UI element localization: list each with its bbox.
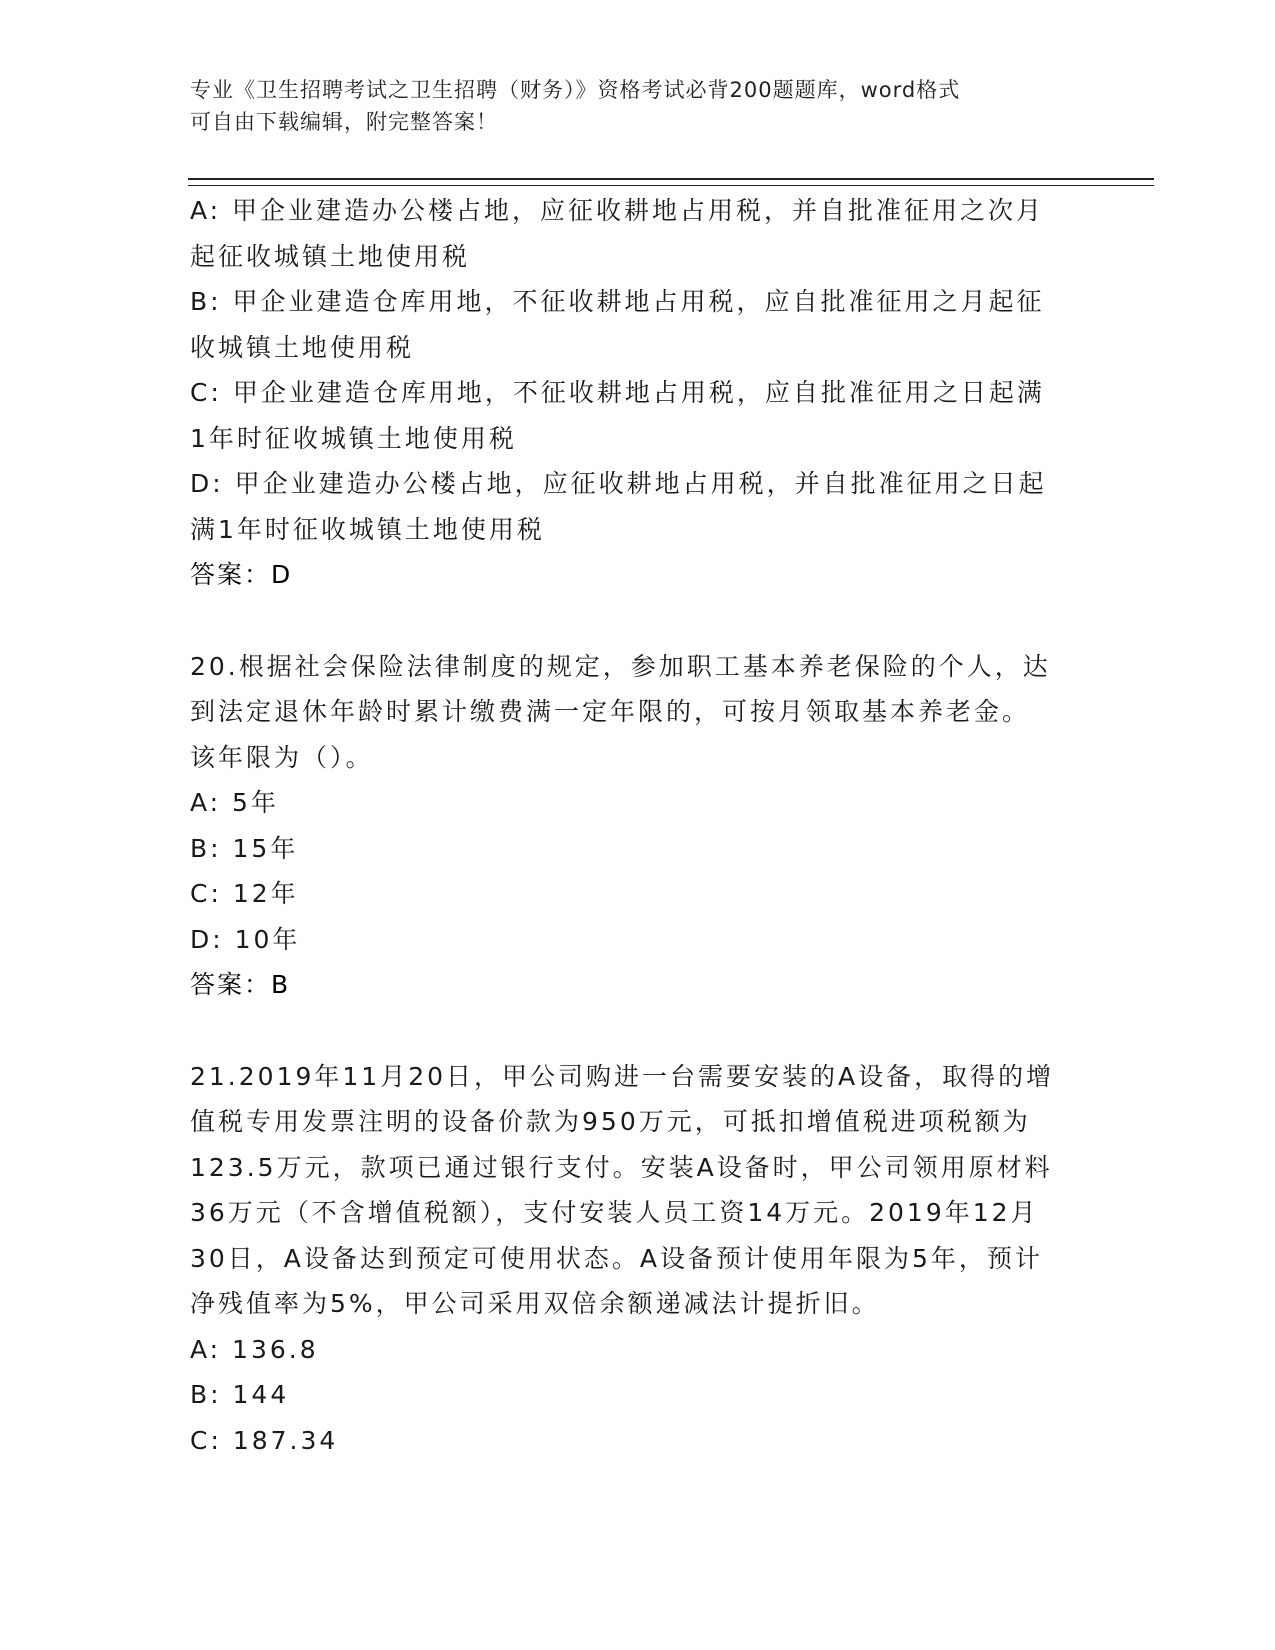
header-divider — [188, 178, 1154, 186]
question-spacer — [190, 598, 1090, 644]
option-line: C: 甲企业建造仓库用地，不征收耕地占用税，应自批准征用之日起满 — [190, 378, 1045, 407]
question-stem-line: 净残值率为5%，甲公司采用双倍余额递减法计提折旧。 — [190, 1289, 880, 1318]
question-stem-line: 值税专用发票注明的设备价款为950万元，可抵扣增值税进项税额为 — [190, 1107, 1031, 1136]
option-line: A: 甲企业建造办公楼占地，应征收耕地占用税，并自批准征用之次月 — [190, 196, 1045, 225]
option-line: 1年时征收城镇土地使用税 — [190, 423, 517, 453]
option-line: B: 甲企业建造仓库用地，不征收耕地占用税，应自批准征用之月起征 — [190, 287, 1045, 316]
option-a: A: 5年 — [190, 788, 279, 817]
question-stem-line: 到法定退休年龄时累计缴费满一定年限的，可按月领取基本养老金。 — [190, 697, 1031, 726]
document-header — [190, 74, 1090, 138]
question-19 — [190, 188, 1090, 598]
question-stem-line: 20.根据社会保险法律制度的规定，参加职工基本养老保险的个人，达 — [190, 651, 1051, 681]
option-c: C: 12年 — [190, 879, 299, 908]
question-content — [190, 188, 1090, 1463]
header-title-line-2: 可自由下载编辑，附完整答案！ — [190, 110, 498, 134]
header-title-line-1: 专业《卫生招聘考试之卫生招聘（财务）》资格考试必背200题题库，word格式 — [190, 78, 961, 102]
question-stem-line: 该年限为（）。 — [190, 742, 374, 772]
answer-line: 答案：D — [190, 560, 293, 589]
question-21 — [190, 1054, 1090, 1464]
answer-line: 答案：B — [190, 970, 291, 999]
option-line: 满1年时征收城镇土地使用税 — [190, 514, 545, 544]
option-d: D: 10年 — [190, 924, 301, 954]
question-stem-line: 36万元（不含增值税额），支付安装人员工资14万元。2019年12月 — [190, 1198, 1039, 1227]
option-line: 收城镇土地使用税 — [190, 332, 415, 362]
option-c: C: 187.34 — [190, 1425, 339, 1455]
question-spacer — [190, 1008, 1090, 1054]
question-20 — [190, 644, 1090, 1008]
option-line: 起征收城镇土地使用税 — [190, 241, 471, 271]
option-line: D: 甲企业建造办公楼占地，应征收耕地占用税，并自批准征用之日起 — [190, 469, 1047, 498]
question-stem-line: 21.2019年11月20日，甲公司购进一台需要安装的A设备，取得的增 — [190, 1061, 1055, 1091]
question-stem-line: 123.5万元，款项已通过银行支付。安装A设备时，甲公司领用原材料 — [190, 1152, 1053, 1182]
option-a: A: 136.8 — [190, 1334, 319, 1364]
option-b: B: 15年 — [190, 833, 299, 863]
question-stem-line: 30日，A设备达到预定可使用状态。A设备预计使用年限为5年，预计 — [190, 1243, 1043, 1273]
option-b: B: 144 — [190, 1380, 290, 1409]
